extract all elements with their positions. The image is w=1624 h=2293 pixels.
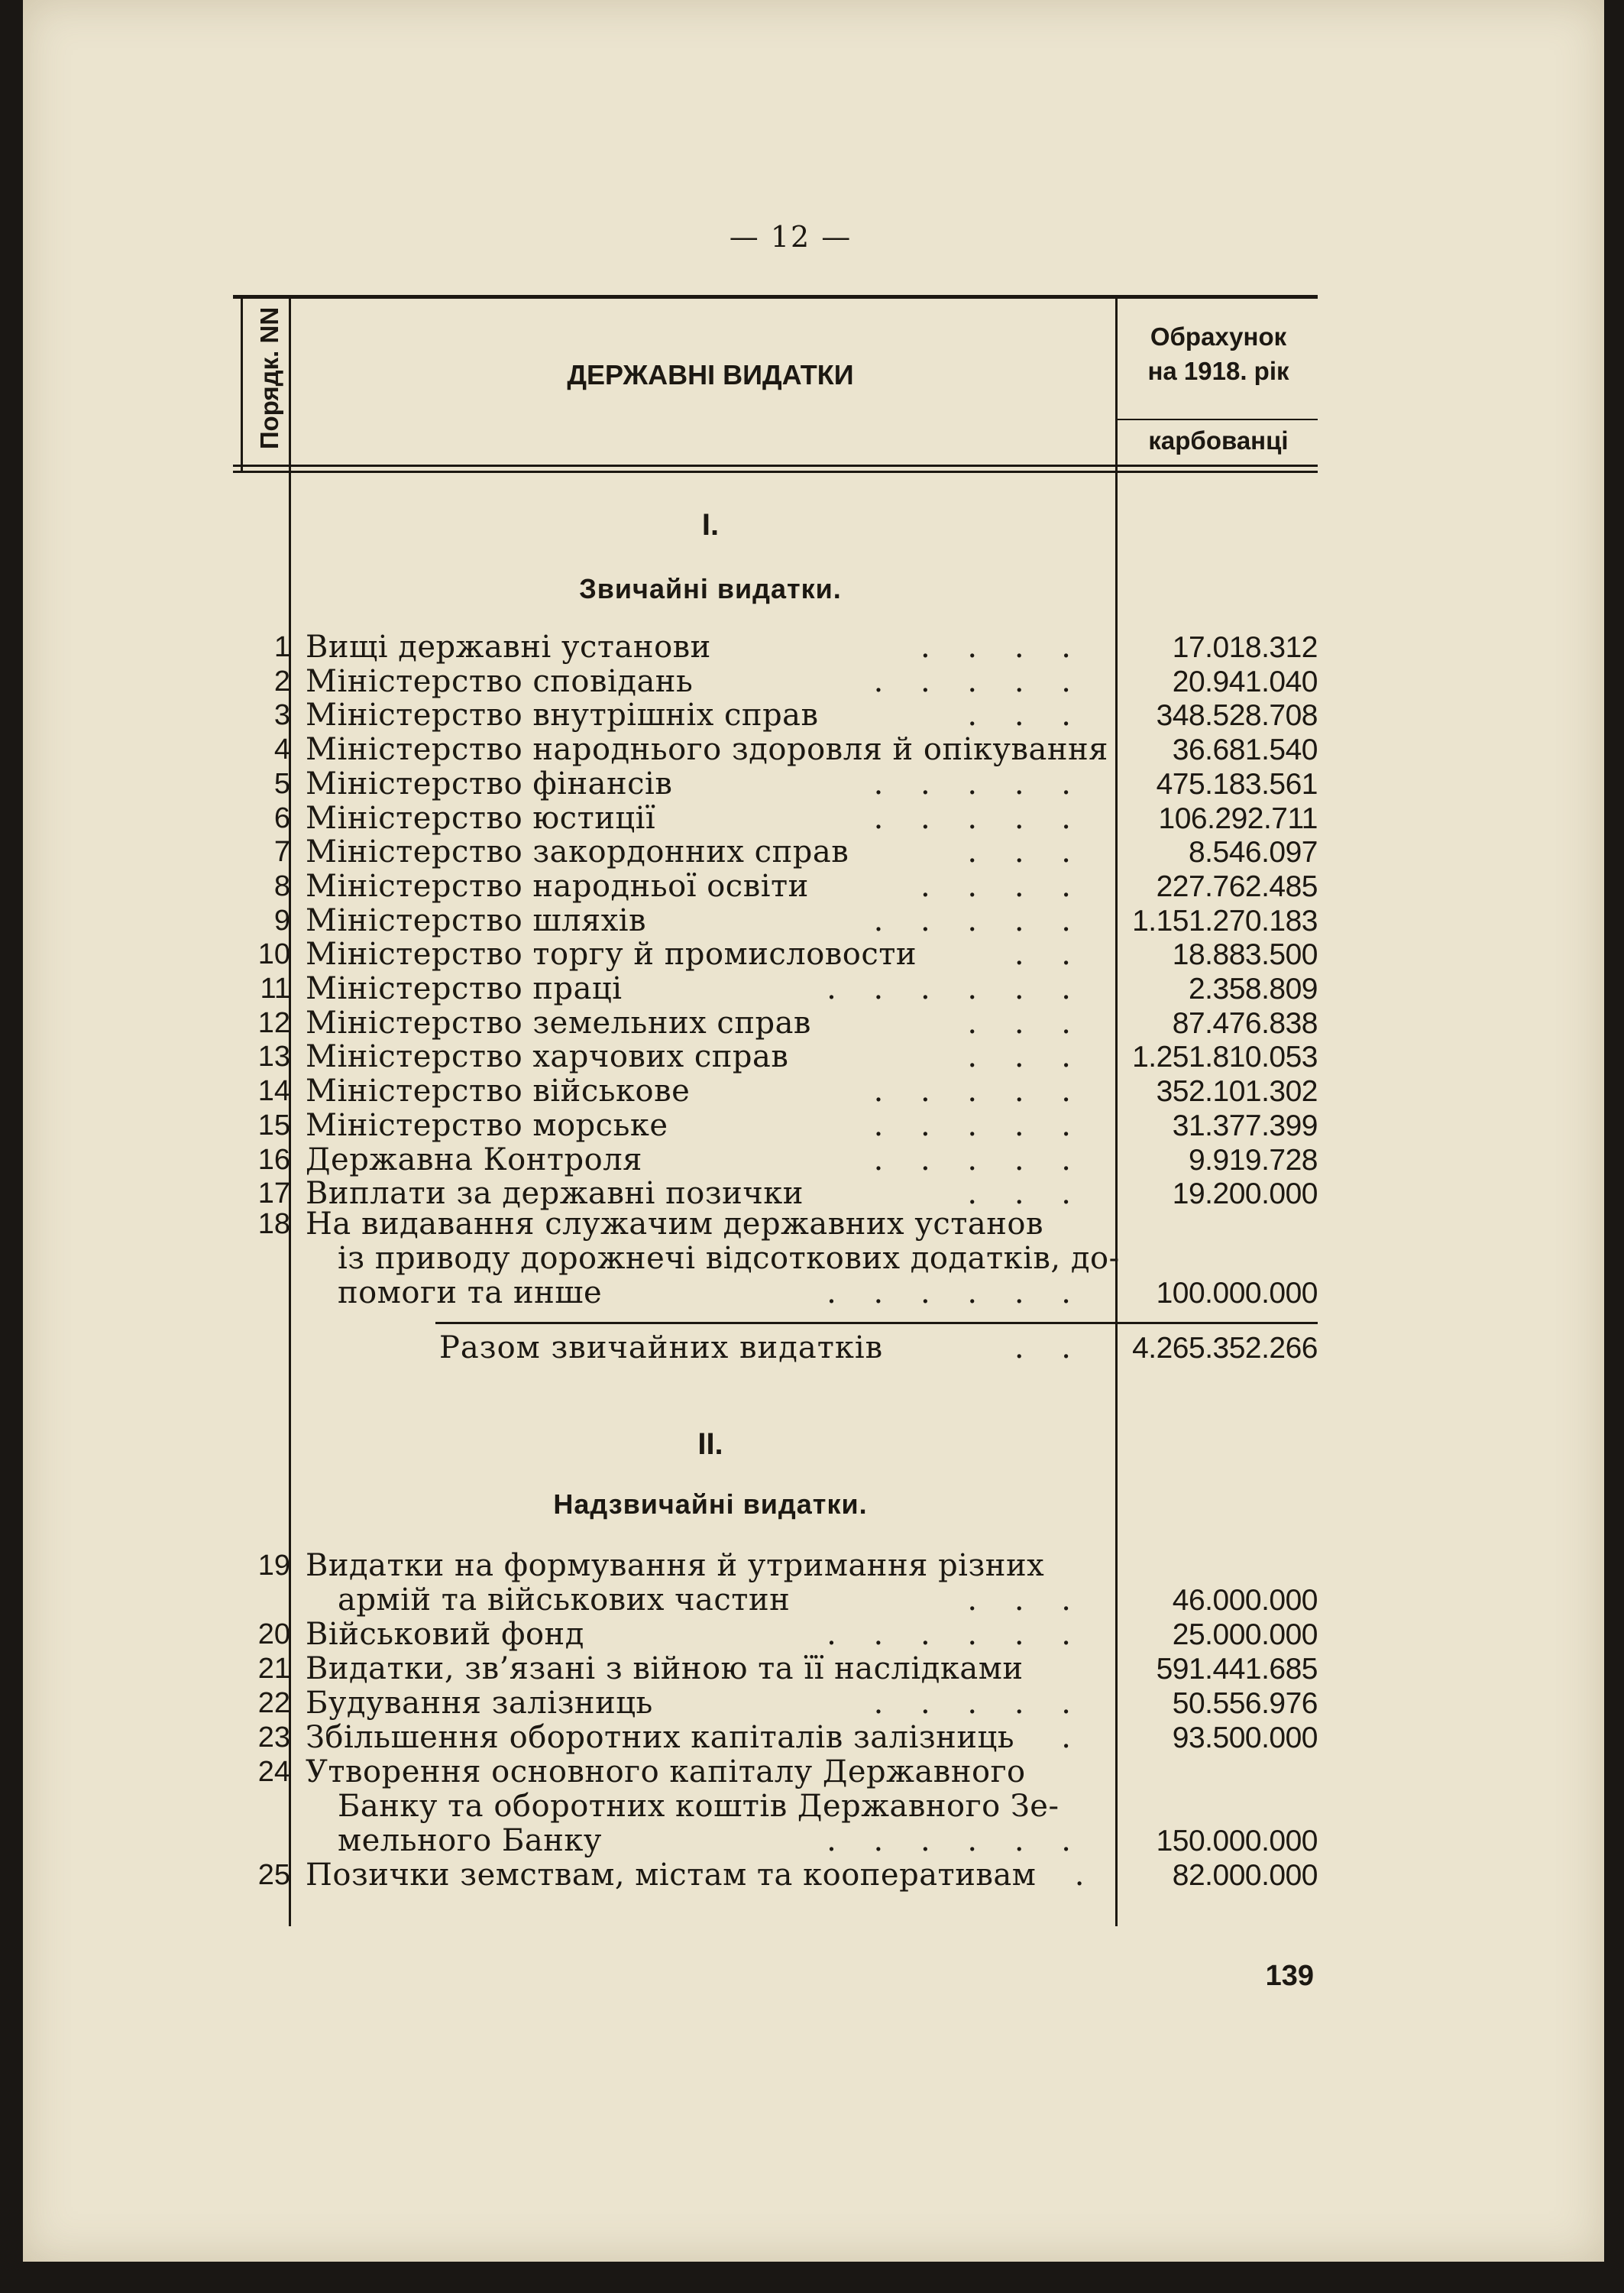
table-row-18-cont (23, 1242, 1604, 1276)
row-dots: . . . (967, 1005, 1085, 1041)
table-row (23, 870, 1604, 904)
total-rule (435, 1322, 1318, 1324)
table-row-24-cont (23, 1789, 1604, 1824)
row-value: 82.000.000 (1172, 1859, 1318, 1892)
row-number: 16 (257, 1143, 290, 1176)
row-number: 7 (273, 836, 290, 869)
row-number: 10 (257, 938, 290, 971)
table-row (23, 767, 1604, 802)
table-row (23, 1109, 1604, 1143)
row-value: 100.000.000 (1156, 1277, 1318, 1310)
row-name: Міністерство праці (306, 971, 623, 1006)
row-name: Міністерство юстиції (306, 800, 656, 836)
row-number: 2 (273, 665, 290, 698)
table-row-24-end (23, 1824, 1604, 1858)
row-name: Міністерство торгу й промисловости (306, 937, 917, 973)
row-number: 8 (273, 870, 290, 902)
row-name: Міністерство морське (306, 1107, 668, 1143)
row-value: 150.000.000 (1156, 1825, 1318, 1857)
row-number: 6 (273, 802, 290, 834)
row-name-line-2: із приводу дорожнечі відсоткових додатків, до- (338, 1241, 1120, 1276)
table-title: ДЕРЖАВНІ ВИДАТКИ (567, 359, 854, 390)
table-row-18-end (23, 1276, 1604, 1310)
table-row (23, 1686, 1604, 1721)
order-column-header (248, 298, 290, 458)
section-1-title: Звичайні видатки. (579, 573, 842, 604)
row-value: 93.500.000 (1172, 1721, 1318, 1754)
row-number: 18 (257, 1208, 290, 1240)
row-name-line-2: армій та військових частин (338, 1582, 791, 1618)
table-row-25 (23, 1858, 1604, 1893)
row-number: 5 (273, 767, 290, 800)
row-name: Будування залізниць (306, 1686, 653, 1721)
row-number: 21 (257, 1653, 290, 1685)
row-dots: . . . . . (873, 663, 1085, 699)
row-dots: . (1074, 1857, 1085, 1893)
row-name: Міністерство земельних справ (306, 1005, 811, 1041)
row-number: 20 (257, 1618, 290, 1650)
row-dots: . . . (967, 1176, 1085, 1212)
row-name: Міністерство народнього здоровля й опікування (306, 732, 1108, 768)
currency-rule (1117, 419, 1318, 420)
row-name: Міністерство сповідань (306, 663, 694, 699)
row-value: 591.441.685 (1156, 1653, 1318, 1686)
row-name: Позички земствам, містам та кооперативам (306, 1857, 1037, 1893)
table-row (23, 630, 1604, 665)
row-dots: . . . . . . (827, 971, 1085, 1006)
table-row (23, 1721, 1604, 1755)
row-dots: . . . . . (873, 1107, 1085, 1143)
row-value: 87.476.838 (1172, 1006, 1318, 1040)
table-row (23, 698, 1604, 733)
row-value: 25.000.000 (1172, 1618, 1318, 1651)
row-dots: . . . . . . (827, 1823, 1085, 1858)
row-value: 348.528.708 (1156, 699, 1318, 733)
row-name-line-1: Утворення основного капіталу Державного (306, 1754, 1026, 1789)
row-value: 2.358.809 (1188, 973, 1318, 1006)
row-name-line-2: Банку та оборотних коштів Державного Зе- (338, 1789, 1059, 1824)
row-number: 11 (260, 973, 290, 1005)
page (23, 0, 1604, 2262)
table-row (23, 665, 1604, 699)
estimate-line-2: на 1918. рік (1147, 357, 1289, 385)
table-row (23, 972, 1604, 1006)
header-bottom-rule-2 (233, 471, 1318, 473)
table-row-18 (23, 1207, 1604, 1242)
row-name: Військовий фонд (306, 1617, 584, 1652)
row-number: 23 (257, 1721, 290, 1754)
row-name: Міністерство народньої освіти (306, 868, 809, 904)
row-dots: . . . . (920, 630, 1085, 665)
table-row (23, 1652, 1604, 1686)
table-row (23, 802, 1604, 836)
table-row (23, 1040, 1604, 1074)
row-name: Виплати за державні позички (306, 1176, 804, 1212)
row-number: 25 (257, 1859, 290, 1891)
total-row (23, 1331, 1604, 1365)
table-row (23, 733, 1604, 767)
row-name-line-1: Видатки на формування й утримання різних (306, 1548, 1045, 1583)
row-value: 19.200.000 (1172, 1177, 1318, 1211)
row-name: Збільшення оборотних капіталів залізниць (306, 1720, 1014, 1755)
row-value: 46.000.000 (1172, 1584, 1318, 1617)
row-dots: . . . . . (873, 1686, 1085, 1721)
row-dots: . . . . (920, 868, 1085, 904)
row-name: Державна Контроля (306, 1142, 642, 1177)
row-name: Міністерство фінансів (306, 766, 673, 802)
row-value: 20.941.040 (1172, 665, 1318, 698)
row-number: 9 (273, 904, 290, 937)
estimate-line-1: Обрахунок (1150, 322, 1287, 351)
header-bottom-rule (233, 465, 1318, 467)
row-number: 3 (273, 699, 290, 732)
table-row (23, 1618, 1604, 1652)
total-label: Разом звичайних видатків (439, 1330, 884, 1365)
row-number: 15 (257, 1109, 290, 1142)
row-number: 17 (257, 1177, 290, 1210)
row-dots: . . . . . (873, 1074, 1085, 1109)
row-number: 22 (257, 1687, 290, 1719)
table-row (23, 938, 1604, 972)
row-dots: . . (1014, 937, 1085, 973)
row-name-line-1: На видавання служачим державних установ (306, 1206, 1044, 1242)
page-number-bottom: 139 (1265, 1960, 1314, 1992)
row-dots: . . . (967, 834, 1085, 870)
page-number-top: — 12 — (729, 220, 852, 254)
row-value: 1.251.810.053 (1132, 1041, 1318, 1074)
total-value: 4.265.352.266 (1132, 1332, 1318, 1365)
row-number: 4 (273, 734, 290, 766)
row-dots: . . . . . (873, 766, 1085, 802)
row-dots: . . . . . (873, 800, 1085, 836)
table-top-rule (233, 295, 1318, 299)
order-col-border-left (241, 295, 243, 472)
row-value: 227.762.485 (1156, 870, 1318, 903)
row-number: 13 (257, 1041, 290, 1074)
table-row-19-end (23, 1583, 1604, 1618)
row-value: 9.919.728 (1188, 1143, 1318, 1177)
row-value: 1.151.270.183 (1132, 904, 1318, 938)
row-name: Вищі державні установи (306, 630, 711, 665)
section-2-numeral: II. (697, 1427, 723, 1461)
row-value: 36.681.540 (1172, 734, 1318, 767)
section-1-numeral: I. (701, 508, 720, 542)
row-dots: . . . . . . (827, 1617, 1085, 1652)
row-value: 50.556.976 (1172, 1687, 1318, 1720)
table-row (23, 1074, 1604, 1109)
row-name: Міністерство шляхів (306, 902, 647, 938)
row-name: Видатки, зв’язані з війною та її наслідками (306, 1651, 1024, 1686)
row-name: Міністерство внутрішніх справ (306, 698, 819, 734)
table-row (23, 904, 1604, 938)
table-row-24 (23, 1755, 1604, 1789)
table-row (23, 1143, 1604, 1177)
row-value: 8.546.097 (1188, 836, 1318, 870)
row-number: 14 (257, 1075, 290, 1108)
row-dots: . . . . . . (827, 1275, 1085, 1310)
row-number: 19 (257, 1550, 290, 1582)
table-row (23, 835, 1604, 870)
row-name: Міністерство військове (306, 1074, 691, 1109)
row-name-line-3: помоги та инше (338, 1275, 603, 1310)
row-name: Міністерство харчових справ (306, 1039, 789, 1075)
row-number: 12 (257, 1006, 290, 1039)
row-value: 106.292.711 (1158, 802, 1318, 835)
row-name: Міністерство закордонних справ (306, 834, 849, 870)
row-dots: . . . (967, 1582, 1085, 1618)
row-value: 18.883.500 (1172, 938, 1318, 972)
row-name-line-3: мельного Банку (338, 1823, 602, 1858)
row-value: 31.377.399 (1172, 1109, 1318, 1142)
row-dots: . . . (967, 1039, 1085, 1075)
row-value: 352.101.302 (1156, 1075, 1318, 1109)
row-number: 24 (257, 1756, 290, 1788)
table-row (23, 1006, 1604, 1041)
row-dots: . . . (967, 698, 1085, 734)
section-2-title: Надзвичайні видатки. (553, 1488, 868, 1520)
table-row-19 (23, 1549, 1604, 1583)
row-value: 17.018.312 (1172, 631, 1318, 664)
row-dots: . . . . . (873, 902, 1085, 938)
order-column-label: Порядк. NN (255, 306, 283, 450)
row-dots: . (1061, 1720, 1085, 1755)
currency-label: карбованці (1148, 426, 1289, 455)
row-dots: . . . . . (873, 1142, 1085, 1177)
row-number: 1 (273, 631, 290, 663)
row-value: 475.183.561 (1156, 767, 1318, 801)
total-dots: . . (1014, 1330, 1085, 1365)
